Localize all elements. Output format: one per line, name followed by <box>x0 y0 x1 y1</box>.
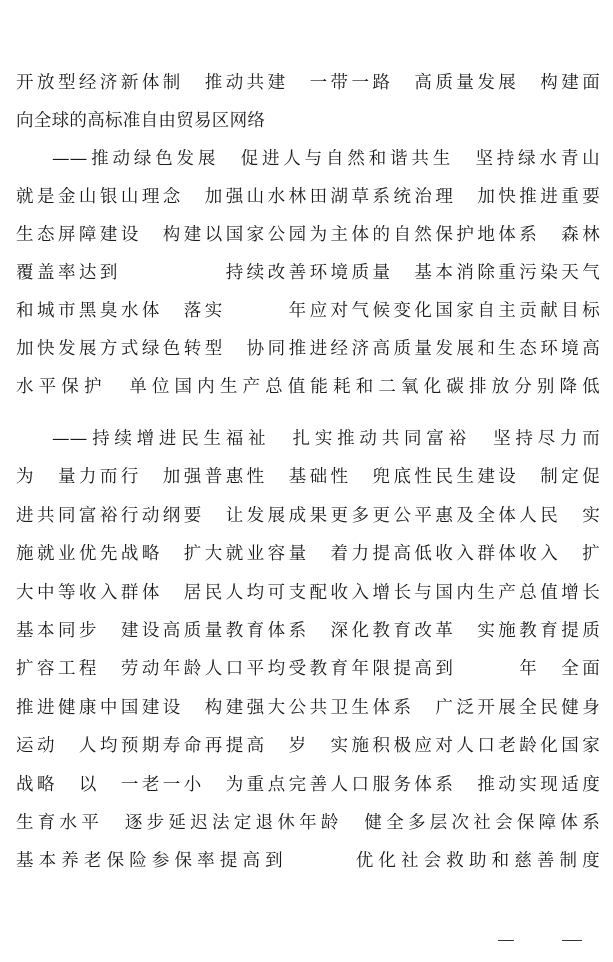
text-line: 运动 人均预期寿命再提高 岁 实施积极应对人口老龄化国家 <box>16 736 600 757</box>
text-line: 基本养老保险参保率提高到 优化社会救助和慈善制度 <box>16 851 600 872</box>
text-line <box>16 400 600 426</box>
text-line: 加快发展方式绿色转型 协同推进经济高质量发展和生态环境高 <box>16 339 600 359</box>
text-line: 施就业优先战略 扩大就业容量 着力提高低收入群体收入 扩 <box>16 544 600 565</box>
text-line: 生育水平 逐步延迟法定退休年龄 健全多层次社会保障体系 <box>16 813 600 833</box>
text-line: 覆盖率达到 持续改善环境质量 基本消除重污染天气 <box>16 263 600 283</box>
text-line: ——推动绿色发展 促进人与自然和谐共生 坚持绿水青山 <box>52 149 600 169</box>
text-line: 进共同富裕行动纲要 让发展成果更多更公平惠及全体人民 实 <box>16 505 600 526</box>
text-line: 推进健康中国建设 构建强大公共卫生体系 广泛开展全民健身 <box>16 697 600 718</box>
page-footer <box>0 928 613 952</box>
text-line: 为 量力而行 加强普惠性 基础性 兜底性民生建设 制定促 <box>16 467 600 488</box>
text-line: 基本同步 建设高质量教育体系 深化教育改革 实施教育提质 <box>16 621 600 641</box>
text-line: 生态屏障建设 构建以国家公园为主体的自然保护地体系 森林 <box>16 225 600 245</box>
text-line: 向全球的高标准自由贸易区网络 <box>16 111 266 131</box>
text-line: 和城市黑臭水体 落实 年应对气候变化国家自主贡献目标 <box>16 301 600 321</box>
text-line: 水平保护 单位国内生产总值能耗和二氧化碳排放分别降低 <box>16 377 600 397</box>
text-line: 就是金山银山理念 加强山水林田湖草系统治理 加快推进重要 <box>16 187 600 207</box>
footer-dash-left <box>498 940 514 941</box>
footer-dash-right <box>562 940 582 941</box>
text-line: ——持续增进民生福祉 扎实推动共同富裕 坚持尽力而 <box>52 429 600 449</box>
text-line: 开放型经济新体制 推动共建 一带一路 高质量发展 构建面 <box>16 73 600 93</box>
text-line: 战略 以 一老一小 为重点完善人口服务体系 推动实现适度 <box>16 774 600 795</box>
text-line: 大中等收入群体 居民人均可支配收入增长与国内生产总值增长 <box>16 582 600 603</box>
text-line: 扩容工程 劳动年龄人口平均受教育年限提高到 年 全面 <box>16 659 600 680</box>
